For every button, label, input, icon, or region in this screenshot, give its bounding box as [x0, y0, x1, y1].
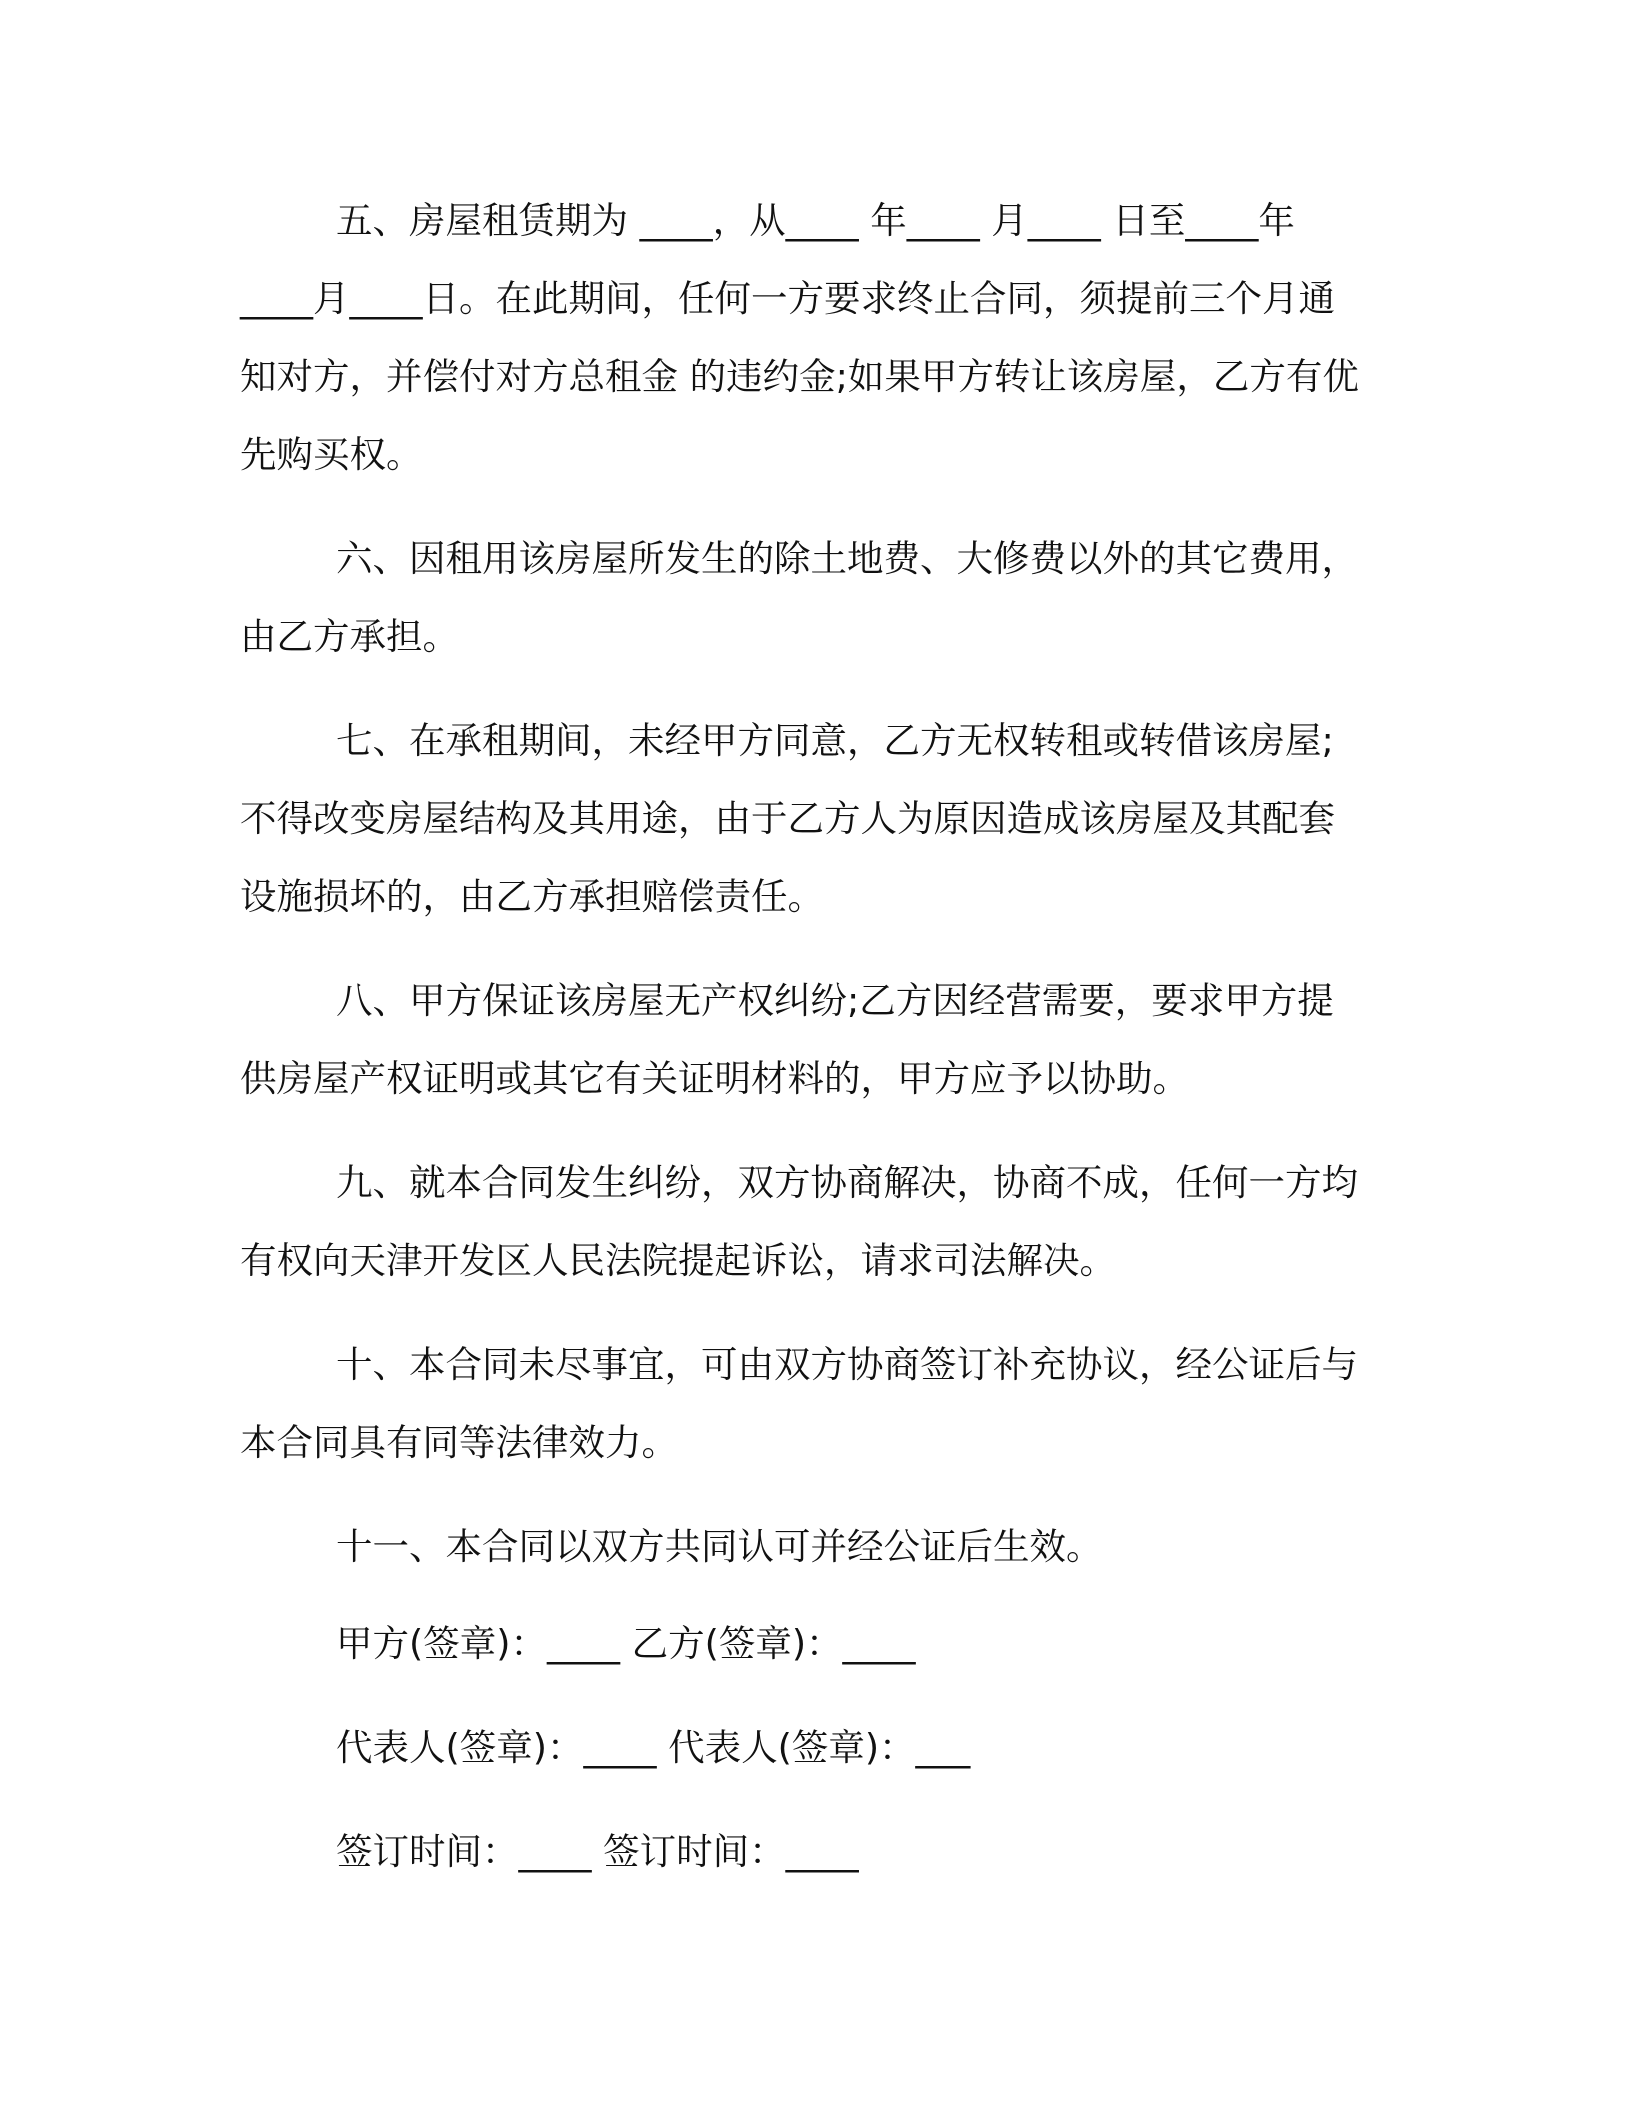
clause-7 — [240, 702, 1392, 936]
clause-line: 有权向天津开发区人民法院提起诉讼，请求司法解决。 — [240, 1239, 1116, 1282]
signature-representative-line: 代表人(签章)：____ 代表人(签章)：___ — [336, 1726, 971, 1769]
clause-line: 九、就本合同发生纠纷，双方协商解决，协商不成，任何一方均 — [336, 1161, 1358, 1204]
clause-line: 由乙方承担。 — [240, 615, 459, 658]
clause-line: 供房屋产权证明或其它有关证明材料的，甲方应予以协助。 — [240, 1057, 1189, 1100]
clause-9 — [240, 1144, 1392, 1300]
clause-8 — [240, 962, 1392, 1118]
clause-line: 八、甲方保证该房屋无产权纠纷;乙方因经营需要，要求甲方提 — [336, 979, 1334, 1022]
clause-line: 设施损坏的，由乙方承担赔偿责任。 — [240, 875, 824, 918]
clause-10 — [240, 1326, 1392, 1482]
clause-11 — [240, 1508, 1392, 1586]
clause-line: 六、因租用该房屋所发生的除土地费、大修费以外的其它费用， — [336, 537, 1358, 580]
clause-line: 不得改变房屋结构及其用途，由于乙方人为原因造成该房屋及其配套 — [240, 797, 1335, 840]
clause-line: 本合同具有同等法律效力。 — [240, 1421, 678, 1464]
signature-seal-line: 甲方(签章)：____ 乙方(签章)：____ — [336, 1622, 916, 1665]
clause-6 — [240, 520, 1392, 676]
clause-line: ____月____日。在此期间，任何一方要求终止合同，须提前三个月通 — [240, 277, 1335, 320]
clause-line: 知对方，并偿付对方总租金 的违约金;如果甲方转让该房屋，乙方有优 — [240, 355, 1359, 398]
clause-line: 十一、本合同以双方共同认可并经公证后生效。 — [336, 1525, 1103, 1568]
signature-date-line: 签订时间：____ 签订时间：____ — [336, 1830, 859, 1873]
contract-body — [240, 182, 1392, 1904]
clause-line: 十、本合同未尽事宜，可由双方协商签订补充协议，经公证后与 — [336, 1343, 1358, 1386]
clause-line: 先购买权。 — [240, 433, 423, 476]
clause-line: 七、在承租期间，未经甲方同意，乙方无权转租或转借该房屋; — [336, 719, 1334, 762]
clause-5 — [240, 182, 1392, 494]
clause-line: 五、房屋租赁期为 ____，从____ 年____ 月____ 日至____年 — [336, 199, 1295, 242]
